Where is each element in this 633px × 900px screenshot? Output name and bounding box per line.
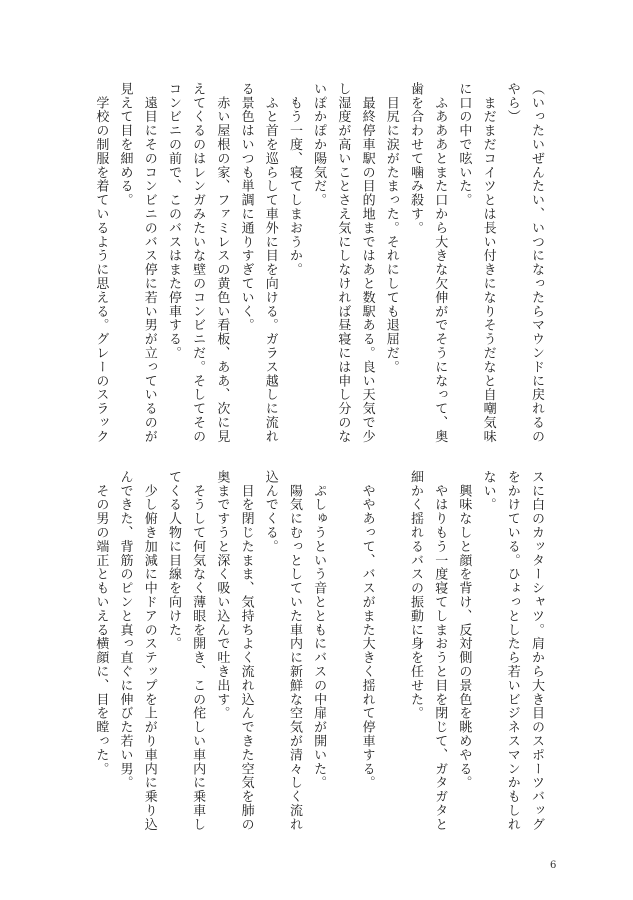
text-line: 少し俯き加減に中ドアのステップを上がり車内に乗り込 xyxy=(141,470,157,832)
text-line: やはりもう一度寝てしまおうと目を閉じて、ガタガタと xyxy=(432,470,448,832)
text-line: 最終停車駅の目的地まではあと数駅ある。良い天気で少 xyxy=(359,82,375,444)
text-line: ない。 xyxy=(480,470,496,512)
text-line: ぷしゅうという音とともにバスの中扉が開いた。 xyxy=(311,470,327,790)
blank-line xyxy=(330,470,354,870)
text-line: まだまだコイツとは長い付きになりそうだなと自嘲気味 xyxy=(480,82,496,444)
text-line: ふと首を巡らして車外に目を向ける。ガラス越しに流れ xyxy=(262,82,278,444)
text-line: 遠目にそのコンビニのバス停に若い男が立っているのが xyxy=(141,82,157,444)
text-line: 奥まですうと深く吸い込んで吐き出す。 xyxy=(214,470,230,721)
page-number: 6 xyxy=(550,860,557,871)
text-line: 細かく揺れるバスの振動に身を任せた。 xyxy=(407,470,423,721)
text-line: し湿度が高いことさえ気にしなければ昼寝には申し分のな xyxy=(335,82,351,444)
text-line: ややあって、バスがまた大きく揺れて停車する。 xyxy=(359,470,375,790)
text-line: 陽気にむっとしていた車内に新鮮な空気が清々しく流れ xyxy=(286,470,302,832)
text-line: 目を閉じたまま、気持ちよく流れ込んできた空気を肺の xyxy=(238,470,254,832)
text-line: 興味なしと顔を背け、反対側の景色を眺めやる。 xyxy=(456,470,472,790)
text-line: スに白のカッターシャツ。肩から大き目のスポーツバッグ xyxy=(529,470,544,832)
text-line: 学校の制服を着ているように思える。グレーのスラック xyxy=(93,82,109,444)
text-line: んできた、背筋のピンと真っ直ぐに伸びた若い男。 xyxy=(117,470,133,790)
text-line: えてくるのはレンガみたいな壁のコンビニだ。そしてその xyxy=(190,82,206,444)
text-line: もう一度、寝てしまおうか。 xyxy=(286,82,302,277)
text-line: やら） xyxy=(504,82,520,124)
blank-line xyxy=(379,470,403,870)
text-line: 込んでくる。 xyxy=(262,470,278,554)
text-line: に口の中で呟いた。 xyxy=(456,82,472,208)
text-line: てくる人物に目線を向けた。 xyxy=(165,470,181,651)
upper-text-column-block xyxy=(88,82,548,462)
text-line: る景色はいつも単調に通りすぎていく。 xyxy=(238,82,254,333)
text-line: をかけている。ひょっとしたら若いビジネスマンかもしれ xyxy=(504,470,520,832)
text-line: いぽかぽか陽気だ。 xyxy=(311,82,327,208)
text-line: （いったいぜんたい、いつになったらマウンドに戻れるの xyxy=(529,82,544,444)
text-line: 歯を合わせて噛み殺す。 xyxy=(407,82,423,235)
text-line: 見えて目を細める。 xyxy=(117,82,133,208)
text-line: ふあああとまた口から大きな欠伸がでそうになって、奥 xyxy=(432,82,448,444)
lower-text-column-block xyxy=(88,470,548,870)
text-line: コンビニの前で、このバスはまた停車する。 xyxy=(165,82,181,360)
text-line: 赤い屋根の家、ファミレスの黄色い看板、ああ、次に見 xyxy=(214,82,230,444)
text-line: そうして何気なく薄眼を開き、この侘しい車内に乗車し xyxy=(190,470,206,832)
text-line: その男の端正ともいえる横顔に、目を瞠った。 xyxy=(93,470,109,776)
text-line: 目尻に涙がたまった。それにしても退屈だ。 xyxy=(383,82,399,374)
